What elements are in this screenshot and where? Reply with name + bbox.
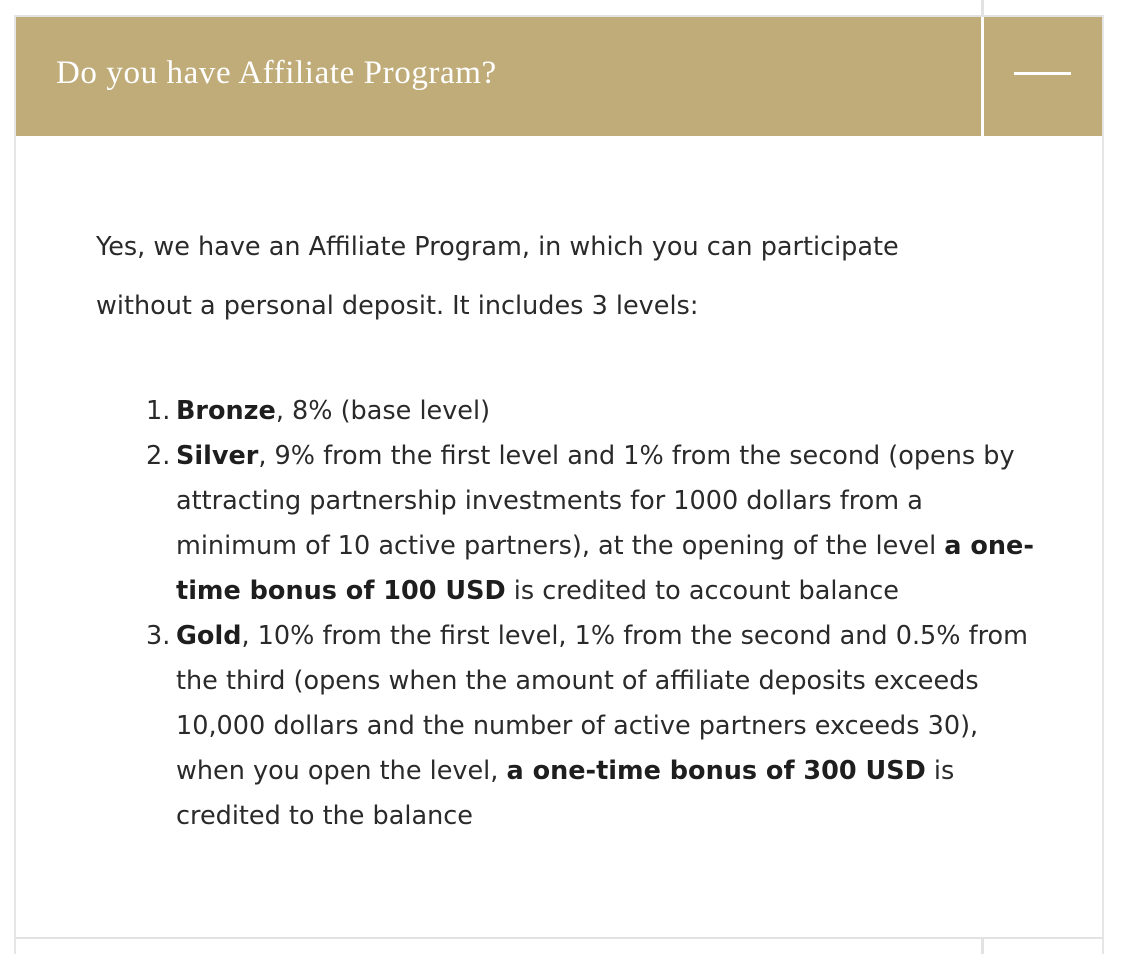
frame-divider-bottom (981, 937, 984, 954)
answer-intro-line-2: without a personal deposit. It includes 3 levels: (96, 291, 699, 321)
level-text-end: is credited to the balance (176, 756, 955, 831)
level-text-end: is credited to account balance (505, 576, 899, 606)
frame-left-line (14, 15, 16, 954)
answer-intro (96, 218, 1036, 336)
frame-right-line (1102, 15, 1104, 954)
frame-divider-top (981, 0, 984, 17)
minus-icon (1014, 72, 1071, 75)
level-item-bronze (146, 389, 1036, 434)
levels-list (96, 389, 1036, 839)
answer-intro-line-1: Yes, we have an Affiliate Program, in which you can participate (96, 232, 899, 262)
level-text: , 10% from the first level, 1% from the second and 0.5% from the third (opens when the amount of affiliate deposits exceeds 10,000 dollars and the number of active partners exceeds 30), when you open the level, (176, 621, 1028, 786)
collapse-toggle-button[interactable] (981, 17, 1102, 136)
frame-bottom-line (15, 937, 1103, 939)
level-item-silver (146, 434, 1036, 614)
level-number: 2. (146, 441, 171, 471)
level-text: , 8% (base level) (275, 396, 491, 426)
level-item-gold (146, 614, 1036, 839)
level-name: Silver (176, 441, 259, 471)
level-number: 1. (146, 396, 171, 426)
level-bonus: a one-time bonus of 100 USD (176, 531, 1034, 606)
level-text: , 9% from the first level and 1% from the second (opens by attracting partnership investments for 1000 dollars from a minimum of 10 active partners), at the opening of the level (176, 441, 1015, 561)
faq-answer (96, 218, 1036, 839)
level-name: Bronze (176, 396, 276, 426)
level-bonus: a one-time bonus of 300 USD (506, 756, 926, 786)
level-number: 3. (146, 621, 171, 651)
faq-header[interactable] (16, 17, 1102, 136)
level-name: Gold (176, 621, 242, 651)
faq-question[interactable]: Do you have Affiliate Program? (56, 54, 497, 91)
